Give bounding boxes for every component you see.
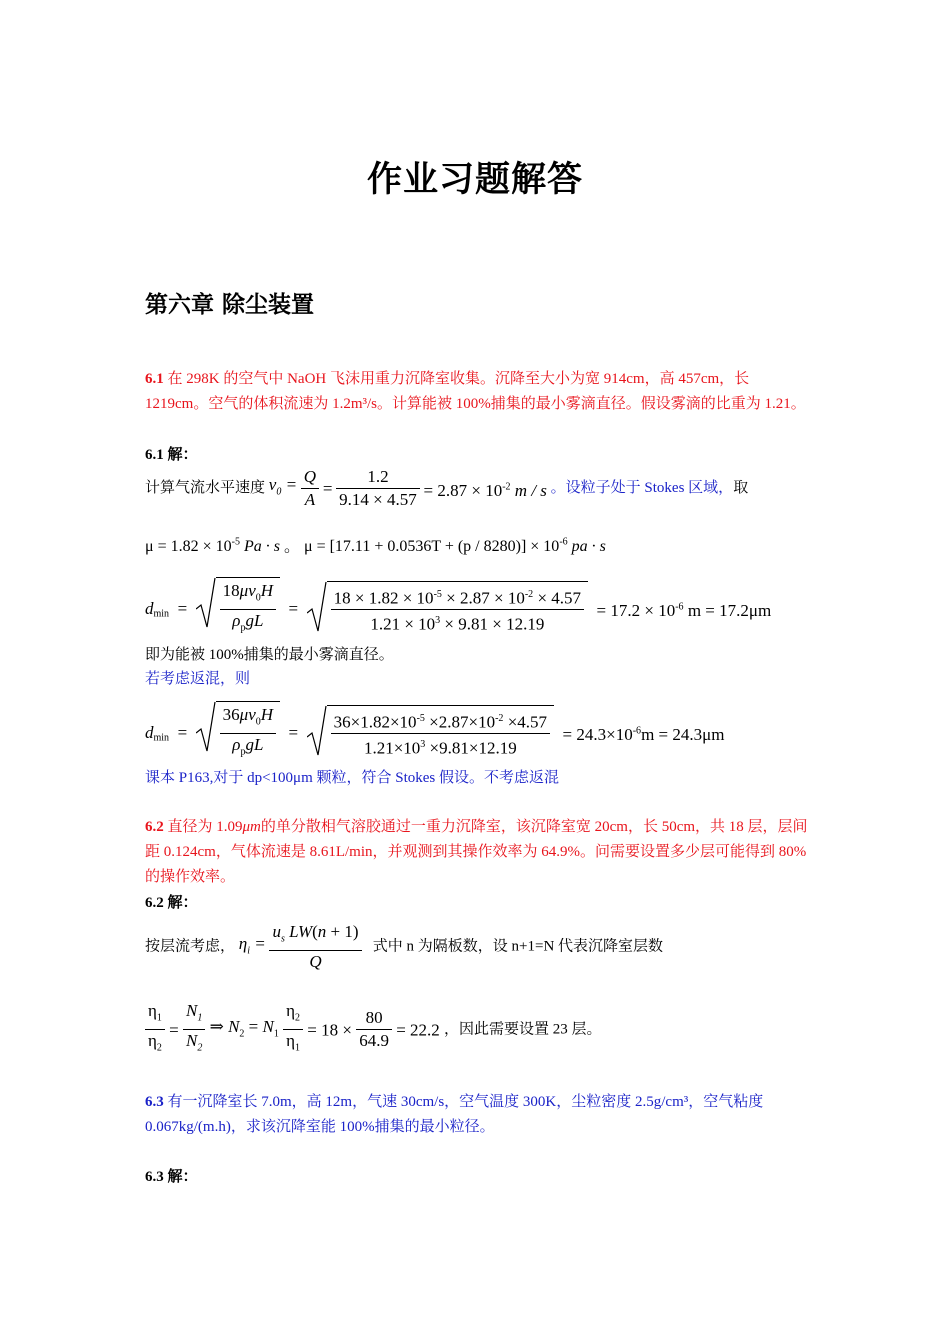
problem-6-2-question: 6.2 直径为 1.09μm的单分散相气溶胶通过一重力沉降室，该沉降室宽 20cm，长 50cm，共 18 层，层间距 0.124cm，气体流速是 8.61L/min，并观测到其操作效率为 64.9%。问需要设置多少层可能得到 80%的操作效率。 [145,819,808,885]
problem-6-2-label: 6.2 [145,819,164,835]
take-word: 取 [733,480,749,496]
efficiency-formula: 按层流考虑， $\eta_i$ = $\frac{u_s LW(n + 1)}{Q}$ 式中 n 为隔板数，设 n+1=N 代表沉降室层数 [145,922,664,972]
dmin-backmix-result: = $24.3\times 10^{-6}m = 24.3\mu m$ [562,724,725,744]
dmin-result: = $17.2 \times 10^{-6}$ m = 17.2μm [596,600,772,620]
problem-6-3-label: 6.3 [145,1094,164,1110]
problem-6-1-label: 6.1 [145,371,164,387]
chapter-heading: 第六章 除尘装置 [145,292,315,318]
dmin-backmix-equation: $d_{min}$ = $\frac{36\mu v_0H}{\rho_pgL}$ = $\frac{36\times 1.82\times 10^{-5} \times 2.87\times 10^{-2} \times 4.57}{1.21\times 10^3 \times 9.81\times 12.19}$ = $24.3\times 10^{-6}m = 24.3\mu m$ [145,701,845,764]
q-over-a-fraction: $\frac{Q}{A}$ [301,466,319,511]
efficiency-fraction: $\frac{u_s LW(n + 1)}{Q}$ [269,921,361,973]
dmin-equation: $d_{min}$ = $\frac{18\mu v_0H}{\rho_pgL}$ = $\frac{18 \times 1.82 \times 10^{-5} \times 2.87 \times 10^{-2} \times 4.57}{1.21 \times 10^3 \times 9.81 \times 12.19}$ = $17.2 \times 10^{-6}$ m = 17.2μm [145,577,845,640]
v0-symbol: $v_0$ = [268,475,298,498]
problem-6-3-question: 6.3 有一沉降室长 7.0m，高 12m，气速 30cm/s，空气温度 300K，尘粒密度 2.5g/cm³，空气粘度 0.067kg/(m.h)，求该沉降室能 100%捕集的最小粒径。 [145,1094,764,1135]
v0-value: = $2.87 \times 10^{-2}$ m / s [423,480,547,500]
problem-6-1-question [145,367,810,417]
solution-6-1-label: 6.1 解： [145,447,198,463]
sqrt-numeric: $\frac{18 \times 1.82 \times 10^{-5} \times 2.87 \times 10^{-2} \times 4.57}{1.21 \times 10^3 \times 9.81 \times 12.19}$ [307,581,588,636]
backmix-note: 若考虑返混，则 [145,671,251,687]
sqrt-symbolic-2: $\frac{36\mu v_0H}{\rho_pgL}$ [196,701,280,764]
problem-6-1-text: 在 298K 的空气中 NaOH 飞沫用重力沉降室收集。沉降至大小为宽 914cm，高 457cm，长 1219cm。空气的体积流速为 1.2m³/s。计算能被 100%捕集的最小雾滴直径。假设雾滴的比重为 1.21。 [145,371,806,412]
mu-value: $\mu = 1.82 \times 10^{-5}$ Pa · s [145,537,280,556]
ratio-equation: $\frac{\eta_1}{\eta_2}$ = $\frac{N_1}{N_2}$ ⇒ $N_2 = N_1$ $\frac{\eta_2}{\eta_1}$ = 18 × $\frac{80}{64.9}$ = 22.2 ，因此需要设置 23 层。 [145,1000,810,1060]
sqrt-symbolic: $\frac{18\mu v_0H}{\rho_pgL}$ [196,577,280,640]
v0-equation: 计算气流水平速度 $v_0$ = $\frac{Q}{A}$ = $\frac{1.2}{9.14 \times 4.57}$ = $2.87 \times 10^{-2}$ m / s 。设粒子处于 Stokes 区域，取 [145,467,749,509]
sqrt-numeric-2: $\frac{36\times 1.82\times 10^{-5} \times 2.87\times 10^{-2} \times 4.57}{1.21\times 10^3 \times 9.81\times 12.19}$ [307,705,554,760]
numeric-fraction: $\frac{1.2}{9.14 \times 4.57}$ [336,466,420,511]
textbook-note: 课本 P163,对于 dp<100μm 颗粒，符合 Stokes 假设。不考虑返混 [145,770,560,786]
stokes-note: 。设粒子处于 Stokes 区域， [550,480,734,496]
conclusion-6-1: 即为能被 100%捕集的最小雾滴直径。 [145,647,394,663]
calc-prefix: 计算气流水平速度 [145,480,266,496]
page-title: 作业习题解答 [366,160,583,200]
mu-formula: $\mu = [17.11 + 0.0536T + (p / 8280)] \times 10^{-6}$ pa · s [303,537,606,556]
solution-6-2-label: 6.2 解： [145,895,198,911]
solution-6-3-label: 6.3 解： [145,1169,198,1185]
viscosity-line: $\mu = 1.82 \times 10^{-5}$ Pa · s 。 $\mu = [17.11 + 0.0536T + (p / 8280)] \times 10^{-6}$ pa · s [145,537,606,556]
